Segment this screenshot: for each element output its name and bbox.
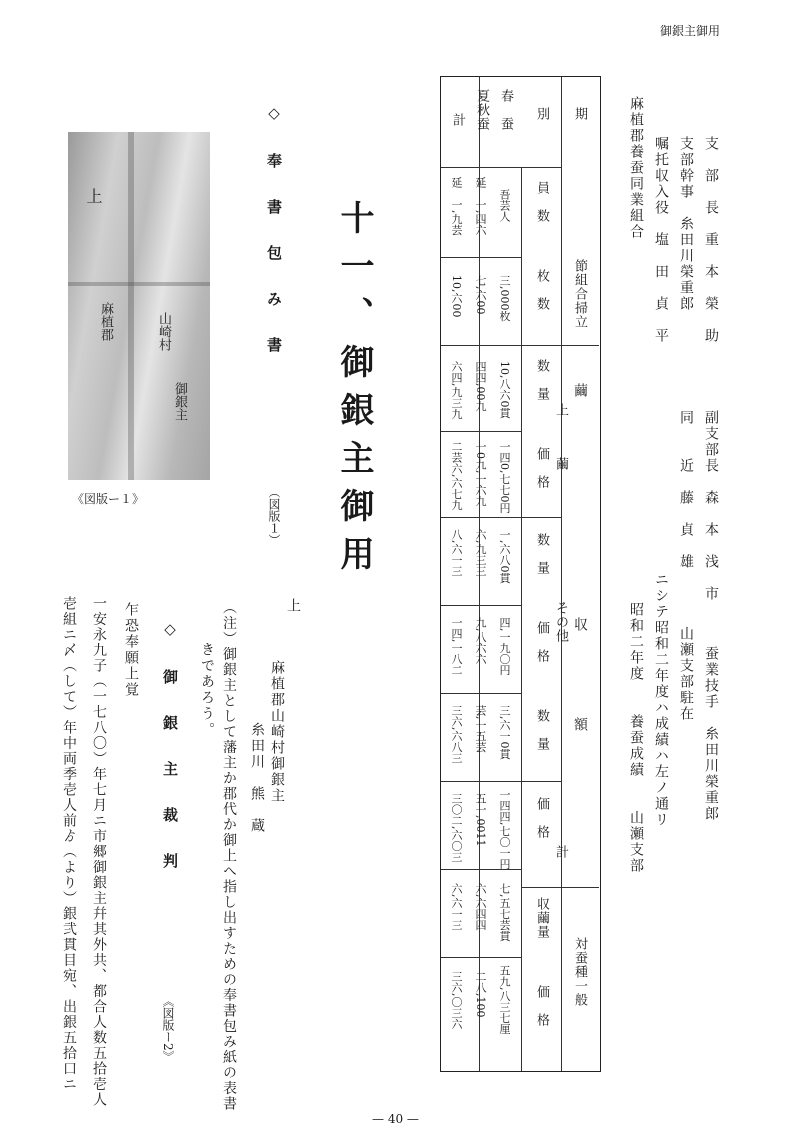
cell-shuken-1: 七,五七芸貫 — [498, 883, 511, 942]
yield-table — [440, 76, 601, 1072]
text-col-1: 支 部 長 重 本 榮 助 — [703, 136, 719, 344]
cell-maisu-1: 三,000枚 — [498, 275, 511, 322]
running-header: 御銀主御用 — [660, 24, 721, 38]
address-line-3: 糸田川 熊 蔵 — [249, 722, 265, 834]
th-tai-kakaku: 価 格 — [534, 985, 549, 1027]
text-col-5b: 同 近 藤 貞 雄 — [678, 410, 694, 570]
th-jo-suryo: 数 量 — [534, 359, 549, 401]
th-kei-suryo: 数 量 — [534, 709, 549, 751]
th-kei: 計 — [553, 845, 568, 859]
cell-insu-2: 延 一,四六 — [474, 177, 487, 236]
cell-kei-suryo-2: 芸,一五芸 — [474, 705, 487, 753]
address-line-2: 麻植郡山崎村御銀主 — [269, 660, 285, 804]
cell-jo-kakaku-3: 二芸六,六七九 — [450, 441, 463, 511]
cell-maisu-3: 10,六00 — [450, 275, 463, 318]
cell-insu-1: 吾芸人 — [498, 189, 511, 222]
text-col-3: 嘱托収入役 塩 田 貞 平 — [653, 136, 669, 344]
th-betsu: 別 — [534, 107, 549, 121]
chapter-title: 十一、御銀主御用 — [334, 200, 374, 584]
text-col-8: ニシテ昭和二年度ハ成績ハ左ノ通リ — [653, 572, 669, 828]
figure-ref-1: （図版１） — [267, 486, 281, 546]
document-photo: 上 麻植郡 山崎村 御銀主 — [68, 132, 210, 480]
cell-so-suryo-3: 八,六一三 — [450, 529, 463, 577]
body-line-1: 乍恐奉願上覚 — [123, 602, 139, 698]
cell-so-suryo-1: 一,六八0貫 — [498, 529, 511, 584]
text-col-6: 蚕業技手 糸田川榮重郎 — [703, 646, 719, 822]
row-label-spring: 春 蚕 — [498, 89, 513, 131]
cell-tai-kakaku-1: 五九,八三七厘 — [498, 965, 511, 1035]
body-line-2: 一安永九子（一七八〇）年七月ニ市郷御銀主幷其外共、都合人数五拾壱人 — [91, 596, 107, 1108]
cell-so-kakaku-2: 九,八六六 — [474, 617, 487, 665]
cell-so-suryo-2: 六,九三三 — [474, 529, 487, 577]
cell-shuken-3: 六,六一三 — [450, 883, 463, 931]
cell-jo-suryo-2: 四四,00九 — [474, 361, 487, 412]
text-col-9: 昭和二年度 養蚕成績 山瀬支部 — [628, 602, 644, 874]
body-line-3: 壱組ニ〆（して）年中両季壱人前ゟ（より）銀弐貫目宛、出銀五拾口ニ — [61, 596, 77, 1092]
th-insu: 員 数 — [534, 181, 549, 223]
cell-kei-kakaku-1: 一四四,七〇一円 — [498, 789, 511, 870]
cell-so-kakaku-3: 一四,一八二 — [450, 617, 463, 676]
text-col-4: 麻植郡養蚕同業組合 — [628, 96, 644, 240]
figure-ref-2: 《図版ー2》 — [161, 995, 175, 1063]
row-label-summer: 夏秋蚕 — [474, 89, 489, 131]
th-shuken: 収繭量 — [534, 897, 549, 939]
cell-insu-3: 延 一,九芸 — [450, 177, 463, 236]
th-jo2: 繭 — [553, 457, 568, 471]
address-line-1: 上 — [285, 598, 301, 614]
cell-jo-kakaku-1: 一四0,七七0円 — [498, 441, 511, 514]
th-kumiai: 組合掃立 — [572, 273, 587, 329]
th-setsu: 節 — [572, 259, 587, 273]
text-col-5a: 副支部長 森 本 浅 市 — [703, 410, 719, 602]
cell-tai-kakaku-2: 二八,100 — [474, 971, 487, 1018]
figure-caption-1: 《図版ー１》 — [72, 492, 145, 506]
cell-jo-suryo-1: 10,八六0貫 — [498, 361, 511, 419]
th-jo: 上 — [553, 403, 568, 417]
text-col-2: 支部幹事 糸田川榮重郎 — [678, 136, 694, 312]
th-kei-kakaku: 価 格 — [534, 797, 549, 839]
cell-jo-kakaku-2: 一0九,一六九 — [474, 441, 487, 507]
section-heading-2: ◇ 御 銀 主 裁 判 — [161, 620, 179, 876]
cell-tai-kakaku-3: 三六,〇三六 — [450, 971, 463, 1030]
cell-maisu-2: 七,六00 — [474, 275, 487, 315]
th-maisu: 枚 数 — [534, 269, 549, 311]
section-heading-1: ◇ 奉 書 包 み 書 — [265, 104, 283, 360]
th-sonota: その他 — [553, 601, 568, 643]
cell-kei-suryo-3: 三六,六八三 — [450, 705, 463, 764]
cell-so-kakaku-1: 四,一九〇円 — [498, 617, 511, 676]
row-label-total: 計 — [450, 113, 465, 127]
th-jo-kakaku: 価 格 — [534, 447, 549, 489]
th-gaku: 額 — [572, 717, 588, 732]
page-number: — 40 — — [372, 1112, 419, 1126]
th-mayu: 繭 — [572, 383, 588, 398]
th-so-kakaku: 価 格 — [534, 621, 549, 663]
note-line-1: （注）御銀主として藩主か郡代か御上へ指し出すための奉書包み紙の表書 — [221, 600, 237, 1112]
cell-shuken-2: 六,六四四 — [474, 883, 487, 931]
note-line-2: きであろう。 — [199, 642, 215, 738]
th-shuryo: 収 — [572, 617, 588, 632]
th-taisan: 対蚕種一般 — [572, 937, 587, 1007]
cell-jo-suryo-3: 六四,九三九 — [450, 361, 463, 420]
text-col-7: 山瀬支部駐在 — [678, 626, 694, 722]
th-so-suryo: 数 量 — [534, 533, 549, 575]
th-period: 期 — [572, 107, 587, 121]
cell-kei-kakaku-2: 五一,0011 — [474, 793, 487, 847]
cell-kei-kakaku-3: 三〇二,六〇三 — [450, 793, 463, 863]
cell-kei-suryo-1: 三,六一0貫 — [498, 705, 511, 760]
